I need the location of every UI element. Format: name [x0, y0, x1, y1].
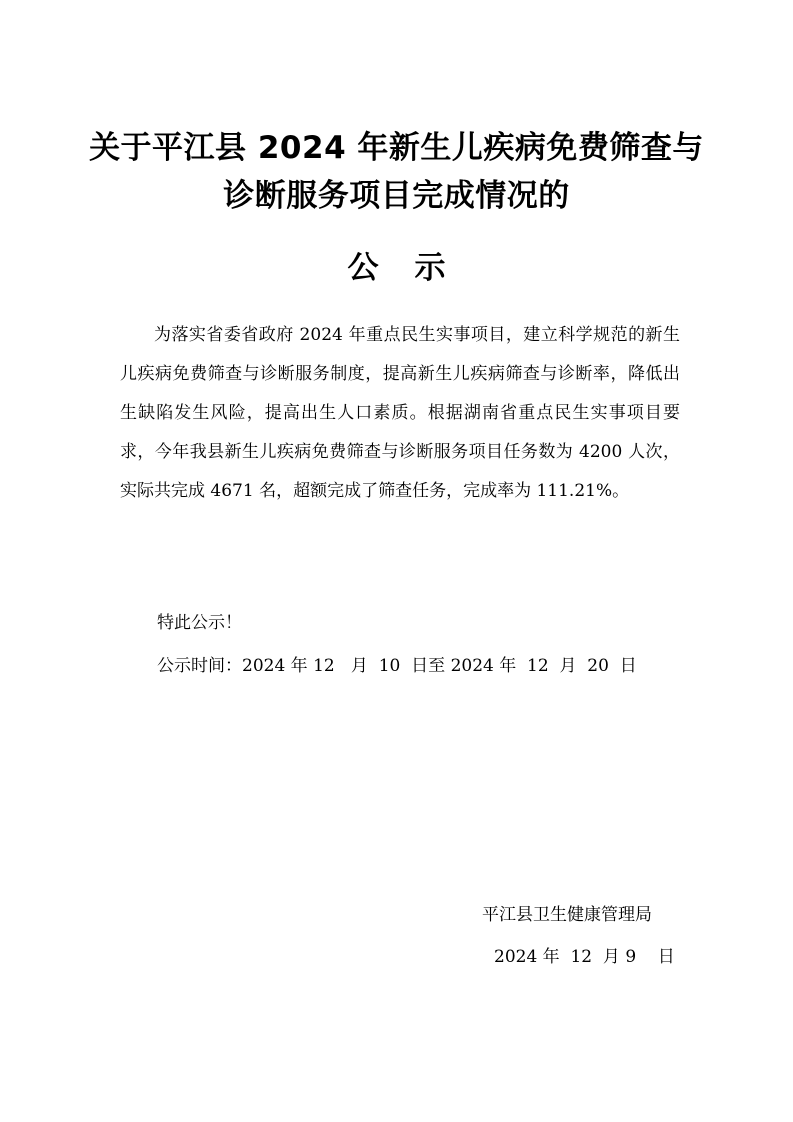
issuing-organization: 平江县卫生健康管理局: [482, 905, 652, 925]
document-title-line-2: 诊断服务项目完成情况的: [223, 178, 570, 214]
document-title-line-1: 关于平江县 2024 年新生儿疾病免费筛查与: [89, 130, 704, 166]
publicity-period: 公示时间：2024 年 12 月 10 日至 2024 年 12 月 20 日: [157, 656, 637, 676]
document-title-notice-heading: 公示: [347, 250, 482, 286]
notice-statement: 特此公示！: [157, 613, 242, 633]
issue-date: 2024 年 12 月 9 日: [494, 947, 675, 967]
announcement-body-paragraph: 为落实省委省政府 2024 年重点民生实事项目，建立科学规范的新生儿疾病免费筛查与诊断服务制度，提高新生儿疾病筛查与诊断率，降低出生缺陷发生风险，提高出生人口素质。根据湖南省重点民生实事项目要求，今年我县新生儿疾病免费筛查与诊断服务项目任务数为 4200 人次，实际共完成 4671 名，超额完成了筛查任务，完成率为 111.21%。: [120, 325, 680, 501]
